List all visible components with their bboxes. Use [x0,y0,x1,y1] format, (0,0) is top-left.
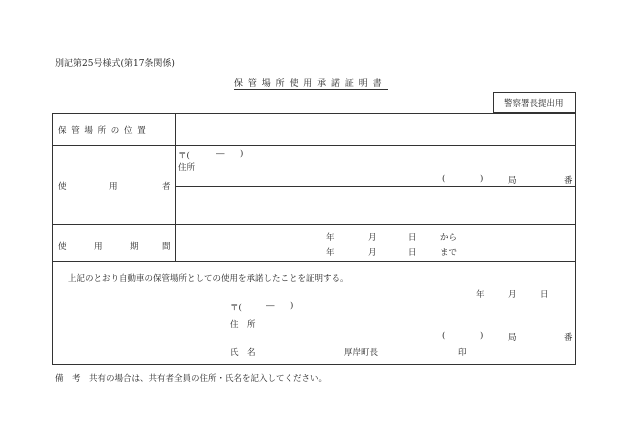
user-phone-close: ) [480,174,484,184]
period-label-mid2: 期 [130,242,139,252]
cert-phone-open: ( [442,331,446,341]
period-label-right: 間 [162,242,171,252]
note: 備 考 共有の場合は、共有者全員の住所・氏名を記入してください。 [55,374,328,384]
storage-location-field[interactable] [178,116,573,143]
cert-phone-exchange: 局 [508,333,517,343]
form-table [52,113,576,365]
row-divider-1 [52,145,576,146]
page-title: 保 管 場 所 使 用 承 諾 証 明 書 [234,79,383,89]
period-to-suffix: まで [440,248,458,258]
form-number: 別記第25号様式(第17条関係) [55,59,175,69]
period-to-month: 月 [368,248,377,258]
certification-statement: 上記のとおり自動車の保管場所としての使用を承諾したことを証明する。 [68,274,349,284]
period-from-day: 日 [408,233,417,243]
cert-postal-dash: ― [266,301,275,311]
cert-phone-close: ) [480,331,484,341]
user-phone-exchange: 局 [508,176,517,186]
cert-issuer: 厚岸町長 [344,348,379,358]
title-underline [234,89,388,90]
period-from-suffix: から [440,233,458,243]
user-inner-divider [175,186,576,187]
period-label-mid1: 用 [94,242,103,252]
cert-postal-mark: 〒( [230,303,242,313]
user-address-label: 住所 [178,163,196,173]
user-postal-mark: 〒( [178,151,190,161]
cert-seal: 印 [458,348,467,358]
period-from-year: 年 [326,233,335,243]
period-label-left: 使 [58,242,67,252]
cert-date-day: 日 [540,290,549,300]
cert-phone-number: 番 [564,333,573,343]
cert-name-label: 氏 名 [230,348,256,358]
user-postal-close: ) [240,149,244,159]
user-label-mid: 用 [109,182,118,192]
row-divider-3 [52,261,576,262]
cert-address-label: 住 所 [230,320,256,330]
user-label-right: 者 [162,182,171,192]
period-from-month: 月 [368,233,377,243]
user-postal-dash: ― [216,149,225,159]
cert-postal-close: ) [290,301,294,311]
submit-box-label: 警察署長提出用 [504,99,564,109]
user-phone-number: 番 [564,176,573,186]
user-label-left: 使 [58,182,67,192]
cert-date-month: 月 [508,290,517,300]
cert-date-year: 年 [476,290,485,300]
period-to-day: 日 [408,248,417,258]
row-divider-2 [52,224,576,225]
user-name-field[interactable] [178,189,573,222]
label-column-divider [175,113,176,261]
user-phone-open: ( [442,174,446,184]
period-to-year: 年 [326,248,335,258]
storage-location-label: 保 管 場 所 の 位 置 [58,126,147,136]
